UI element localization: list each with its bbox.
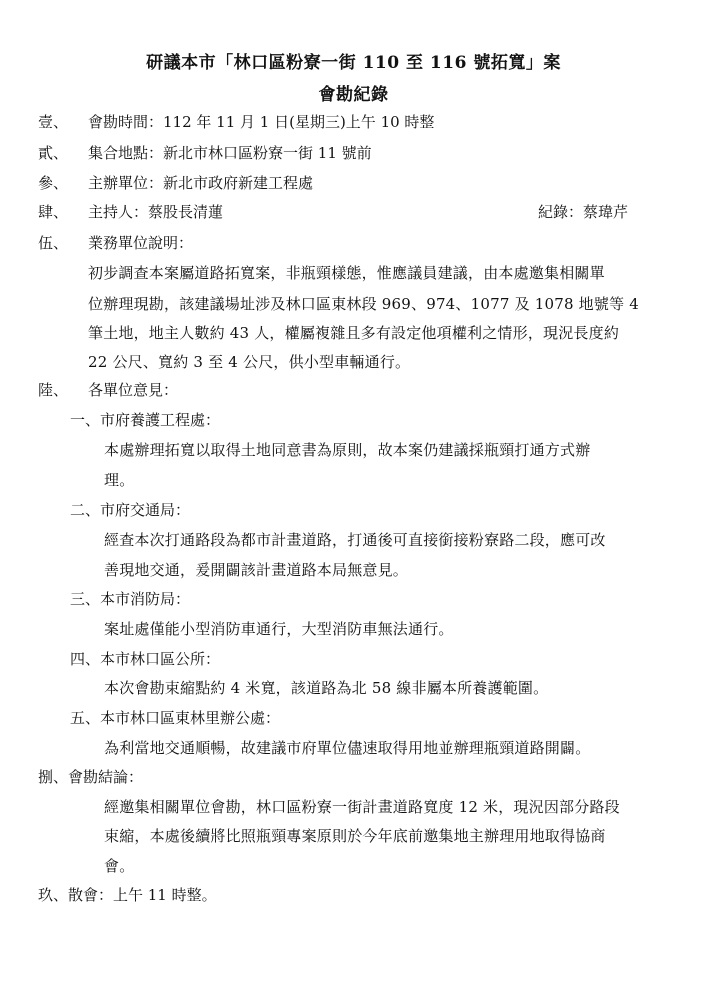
- item-number: 壹、: [38, 113, 69, 131]
- opinion-line: 本處辦理拓寬以取得土地同意書為原則，故本案仍建議採瓶頸打通方式辦: [104, 441, 591, 459]
- opinion-heading: 五、本市林口區東林里辦公處：: [70, 709, 281, 727]
- document-title: 研議本市「林口區粉寮一街 110 至 116 號拓寬」案: [146, 53, 561, 73]
- item-explanation: [38, 233, 193, 253]
- item-number: 伍、: [38, 234, 69, 252]
- item-text: 主辦單位：新北市政府新建工程處: [88, 174, 314, 192]
- item-host-unit: [38, 173, 313, 193]
- recorder-name: 紀錄：蔡瑋芹: [538, 203, 629, 221]
- explanation-line: 22 公尺、寬約 3 至 4 公尺，供小型車輛通行。: [88, 353, 411, 371]
- opinion-heading: 三、本市消防局：: [70, 590, 191, 608]
- item-number: 陸、: [38, 381, 69, 399]
- opinion-line: 本次會勘束縮點約 4 米寬，該道路為北 58 線非屬本所養護範圍。: [104, 679, 549, 697]
- conclusion-line: 束縮，本處後續將比照瓶頸專案原則於今年底前邀集地主辦理用地取得協商: [104, 827, 606, 845]
- item-conclusion: 捌、會勘結論：: [38, 768, 144, 786]
- item-text: 業務單位說明：: [88, 234, 194, 252]
- item-text: 集合地點：新北市林口區粉寮一街 11 號前: [88, 144, 372, 162]
- opinion-line: 經查本次打通路段為都市計畫道路，打通後可直接銜接粉寮路二段，應可改: [104, 531, 606, 549]
- opinion-heading: 二、市府交通局：: [70, 501, 191, 519]
- explanation-line: 位辦理現勘，該建議場址涉及林口區東林段 969、974、1077 及 1078 地號等 4: [88, 295, 639, 313]
- opinion-line: 案址處僅能小型消防車通行，大型消防車無法通行。: [104, 620, 454, 638]
- item-opinions: [38, 380, 178, 400]
- conclusion-line: 經邀集相關單位會勘，林口區粉寮一街計畫道路寬度 12 米，現況因部分路段: [104, 798, 620, 816]
- item-text: 主持人：蔡股長清蓮: [88, 203, 224, 221]
- opinion-heading: 四、本市林口區公所：: [70, 650, 221, 668]
- item-text: 會勘時間：112 年 11 月 1 日(星期三)上午 10 時整: [88, 113, 435, 131]
- item-meeting-time: [38, 112, 434, 132]
- item-meeting-place: [38, 143, 372, 163]
- item-text: 各單位意見：: [88, 381, 179, 399]
- item-number: 貳、: [38, 144, 69, 162]
- explanation-line: 筆土地，地主人數約 43 人，權屬複雜且多有設定他項權利之情形，現況長度約: [88, 324, 620, 342]
- document-subtitle: 會勘紀錄: [318, 85, 389, 105]
- item-chair: [38, 202, 223, 222]
- opinion-line: 為利當地交通順暢，故建議市府單位儘速取得用地並辦理瓶頸道路開闢。: [104, 739, 591, 757]
- opinion-line: 理。: [104, 471, 135, 489]
- item-adjourn: 玖、散會：上午 11 時整。: [38, 886, 217, 904]
- explanation-line: 初步調查本案屬道路拓寬案，非瓶頸樣態，惟應議員建議，由本處邀集相關單: [88, 264, 605, 282]
- opinion-heading: 一、市府養護工程處：: [70, 411, 221, 429]
- item-number: 肆、: [38, 203, 69, 221]
- opinion-line: 善現地交通，爰開闢該計畫道路本局無意見。: [104, 561, 409, 579]
- conclusion-line: 會。: [104, 857, 135, 875]
- item-number: 參、: [38, 174, 69, 192]
